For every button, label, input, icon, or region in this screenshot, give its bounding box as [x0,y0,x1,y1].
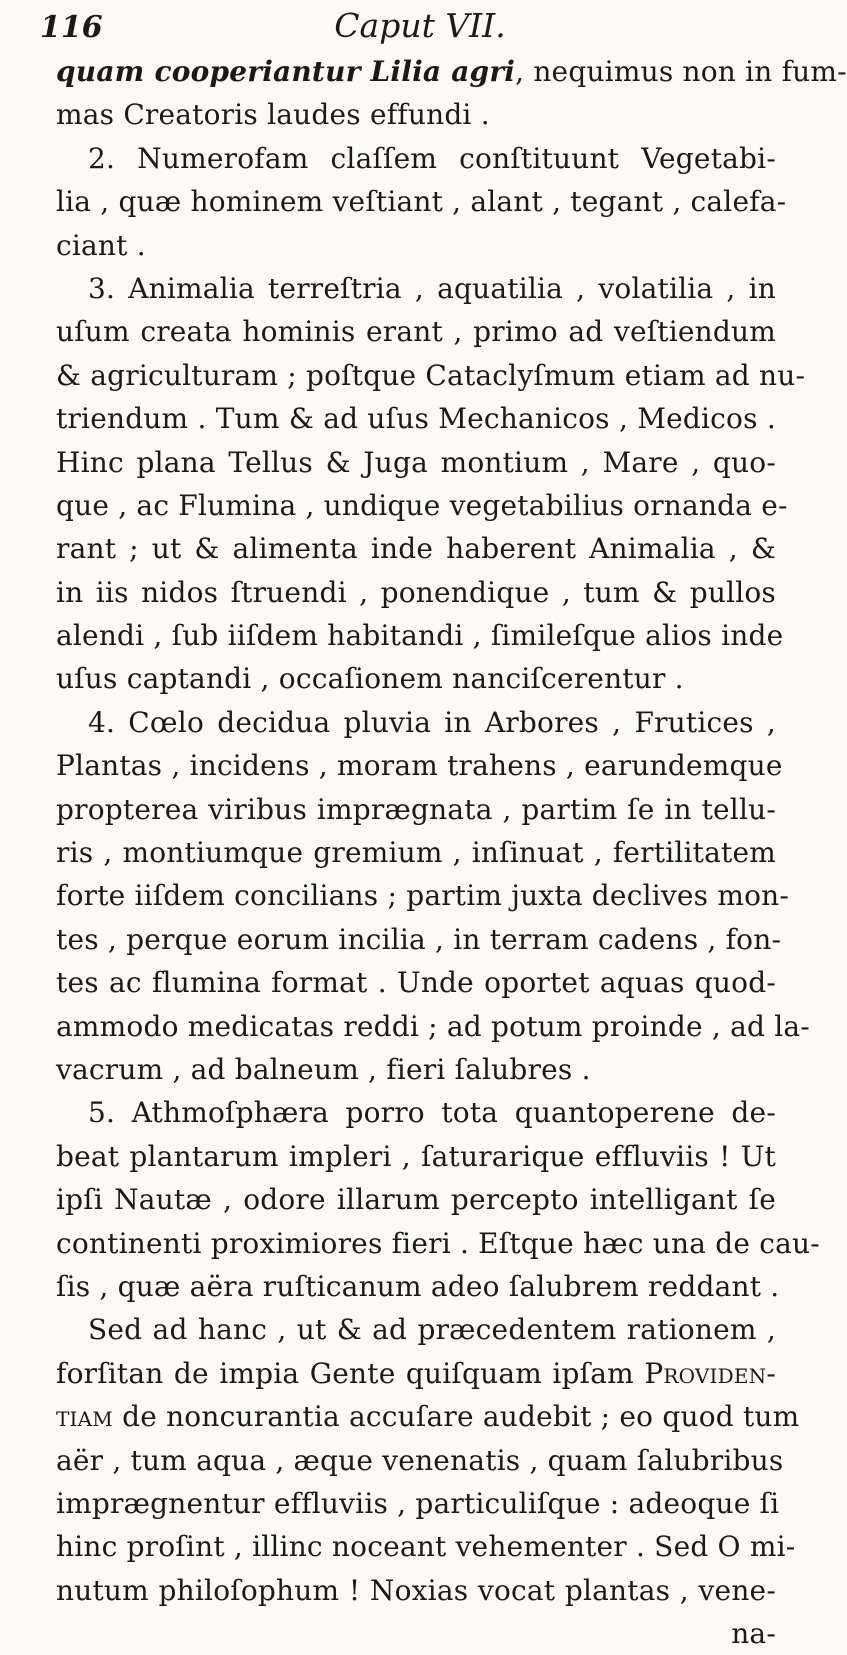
text-line [56,1395,800,1438]
text-line [56,1352,776,1395]
text-line: nutum philoſophum ! Noxias vocat plantas , vene- [56,1573,776,1607]
page-number: 116 [40,10,103,45]
paragraph-5-start: 5. Athmoſphæra porro tota quantoperene de- [88,1096,776,1130]
small-caps-word: Providen- [644,1356,776,1390]
body-text [56,50,847,1655]
text-line: que , ac Flumina , undique vegetabilius ornanda e- [56,488,788,522]
paragraph-2-start: 2. Numerofam claſſem conſtituunt Vegetabi- [88,141,776,175]
small-caps-word: tiam [56,1400,113,1434]
text-line: ammodo medicatas reddi ; ad potum proinde , ad la- [56,1009,810,1043]
paragraph-3-start: 3. Animalia terreſtria , aquatilia , volatilia , in [88,271,776,305]
text-line [56,50,847,93]
text-line: uſus captandi , occaſionem nanciſcerentur . [56,662,684,696]
text-line: hinc proſint , illinc noceant vehementer . Sed O mi- [56,1530,796,1564]
text-line: triendum . Tum & ad uſus Mechanicos , Medicos . [56,402,776,436]
text-line: ris , montiumque gremium , inſinuat , fertilitatem [56,836,776,870]
text-line: Hinc plana Tellus & Juga montium , Mare , quo- [56,445,776,479]
text-line: vacrum , ad balneum , fieri ſalubres . [56,1052,591,1086]
text-line: aër , tum aqua , æque venenatis , quam ſalubribus [56,1443,784,1477]
running-head: Caput VII. [334,6,506,45]
paragraph-6-start: Sed ad hanc , ut & ad præcedentem rationem , [88,1313,776,1347]
text-line: Plantas , incidens , moram trahens , earundemque [56,749,783,783]
text-line: tes , perque eorum incilia , in terram cadens , fon- [56,922,782,956]
text-line: mas Creatoris laudes effundi . [56,98,490,132]
text-line: & agriculturam ; poſtque Cataclyſmum etiam ad nu- [56,358,806,392]
text-line: continenti proximiores fieri . Eſtque hæc una de cau- [56,1226,820,1260]
text-line: beat plantarum impleri , ſaturarique effluviis ! Ut [56,1139,776,1173]
text-line: alendi , ſub iiſdem habitandi , ſimileſque alios inde [56,619,784,653]
text-line: ciant . [56,228,146,262]
text-line: ipſi Nautæ , odore illarum percepto intelligant ſe [56,1183,776,1217]
catchword: na- [731,1617,776,1651]
italic-phrase: quam cooperiantur Lilia agri [56,55,516,88]
text-line: ſis , quæ aëra ruſticanum adeo ſalubrem reddant . [56,1269,780,1303]
text-line: uſum creata hominis erant , primo ad veſtiendum [56,315,776,349]
text-line: propterea viribus imprægnata , partim ſe in tellu- [56,792,776,826]
text-span: , nequimus non in fum- [515,55,847,88]
text-line: lia , quæ hominem veſtiant , alant , tegant , calefa- [56,185,787,219]
text-span: forſitan de impia Gente quiſquam ipſam [56,1356,634,1390]
text-line: in iis nidos ſtruendi , ponendique , tum & pullos [56,575,776,609]
page-header [40,4,760,50]
text-line: tes ac flumina format . Unde oportet aquas quod- [56,966,776,1000]
text-line: forte iiſdem concilians ; partim juxta declives mon- [56,879,790,913]
text-line: rant ; ut & alimenta inde haberent Animalia , & [56,532,776,566]
paragraph-4-start: 4. Cœlo decidua pluvia in Arbores , Frutices , [88,705,776,739]
text-line: imprægnentur effluviis , particuliſque : adeoque ſi [56,1486,780,1520]
text-span: de noncurantia accuſare audebit ; eo quod tum [122,1400,800,1434]
